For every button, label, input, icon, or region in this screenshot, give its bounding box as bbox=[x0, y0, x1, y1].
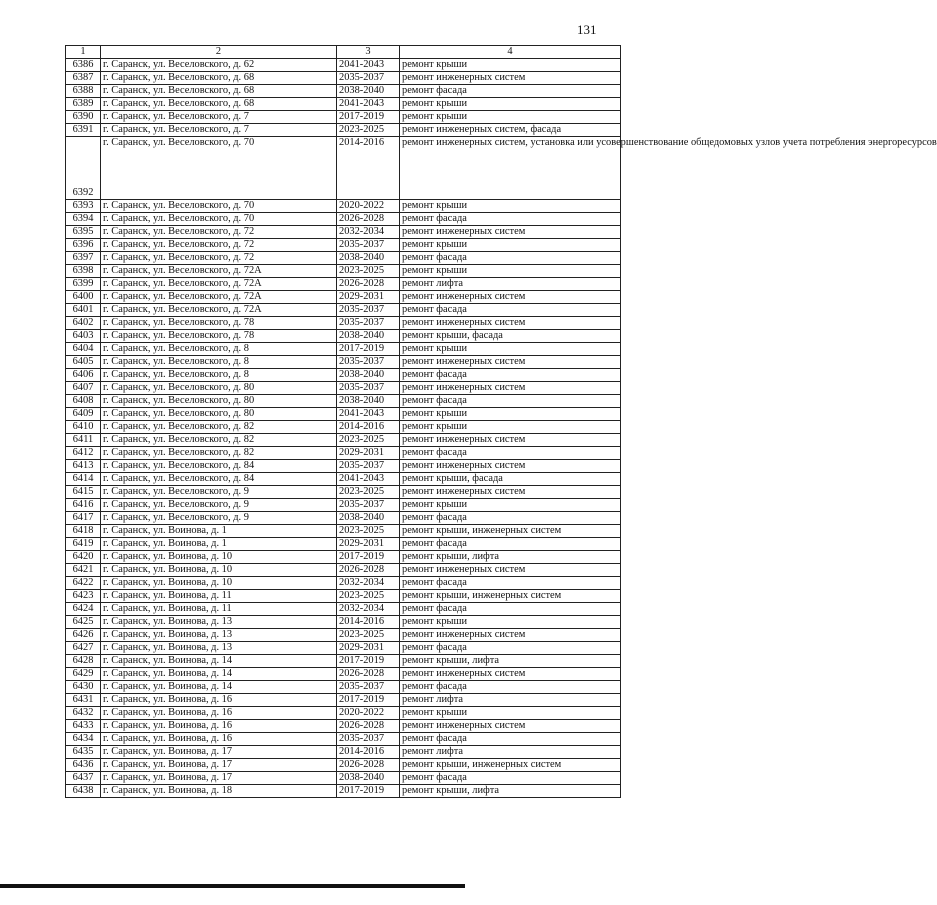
work-type-cell: ремонт инженерных систем, установка или усовершенствование общедомовых узлов учета потребления энергоресурсов bbox=[400, 137, 621, 200]
table-row bbox=[66, 642, 621, 655]
row-number-cell: 6416 bbox=[66, 499, 101, 512]
row-number-cell: 6421 bbox=[66, 564, 101, 577]
work-type-cell: ремонт фасада bbox=[400, 772, 621, 785]
table-row bbox=[66, 265, 621, 278]
row-number-cell: 6430 bbox=[66, 681, 101, 694]
table-row bbox=[66, 421, 621, 434]
address-cell: г. Саранск, ул. Воинова, д. 14 bbox=[101, 655, 337, 668]
address-cell: г. Саранск, ул. Веселовского, д. 7 bbox=[101, 124, 337, 137]
row-number-cell: 6411 bbox=[66, 434, 101, 447]
period-cell: 2032-2034 bbox=[337, 226, 400, 239]
work-type-cell: ремонт фасада bbox=[400, 369, 621, 382]
table-row bbox=[66, 447, 621, 460]
work-type-cell: ремонт инженерных систем bbox=[400, 382, 621, 395]
table-row bbox=[66, 629, 621, 642]
row-number-cell: 6386 bbox=[66, 59, 101, 72]
address-cell: г. Саранск, ул. Воинова, д. 13 bbox=[101, 629, 337, 642]
work-type-cell: ремонт инженерных систем bbox=[400, 72, 621, 85]
row-number-cell: 6401 bbox=[66, 304, 101, 317]
table-row bbox=[66, 590, 621, 603]
address-cell: г. Саранск, ул. Воинова, д. 13 bbox=[101, 642, 337, 655]
row-number-cell: 6420 bbox=[66, 551, 101, 564]
address-cell: г. Саранск, ул. Веселовского, д. 62 bbox=[101, 59, 337, 72]
period-cell: 2035-2037 bbox=[337, 460, 400, 473]
period-cell: 2035-2037 bbox=[337, 304, 400, 317]
address-cell: г. Саранск, ул. Воинова, д. 17 bbox=[101, 759, 337, 772]
table-row bbox=[66, 369, 621, 382]
table-row bbox=[66, 486, 621, 499]
address-cell: г. Саранск, ул. Воинова, д. 10 bbox=[101, 577, 337, 590]
table-row bbox=[66, 213, 621, 226]
work-type-cell: ремонт крыши bbox=[400, 98, 621, 111]
row-number-cell: 6394 bbox=[66, 213, 101, 226]
address-cell: г. Саранск, ул. Воинова, д. 1 bbox=[101, 525, 337, 538]
scan-edge-bar bbox=[0, 884, 465, 888]
address-cell: г. Саранск, ул. Воинова, д. 11 bbox=[101, 603, 337, 616]
table-row bbox=[66, 616, 621, 629]
period-cell: 2041-2043 bbox=[337, 473, 400, 486]
period-cell: 2035-2037 bbox=[337, 356, 400, 369]
address-cell: г. Саранск, ул. Веселовского, д. 9 bbox=[101, 486, 337, 499]
table-row bbox=[66, 759, 621, 772]
address-cell: г. Саранск, ул. Веселовского, д. 68 bbox=[101, 72, 337, 85]
work-type-cell: ремонт фасада bbox=[400, 304, 621, 317]
work-type-cell: ремонт крыши, лифта bbox=[400, 551, 621, 564]
row-number-cell: 6387 bbox=[66, 72, 101, 85]
address-cell: г. Саранск, ул. Веселовского, д. 72А bbox=[101, 265, 337, 278]
period-cell: 2032-2034 bbox=[337, 577, 400, 590]
address-cell: г. Саранск, ул. Веселовского, д. 9 bbox=[101, 499, 337, 512]
work-type-cell: ремонт инженерных систем bbox=[400, 564, 621, 577]
work-type-cell: ремонт инженерных систем, фасада bbox=[400, 124, 621, 137]
period-cell: 2035-2037 bbox=[337, 733, 400, 746]
period-cell: 2032-2034 bbox=[337, 603, 400, 616]
table-row bbox=[66, 707, 621, 720]
address-cell: г. Саранск, ул. Веселовского, д. 8 bbox=[101, 356, 337, 369]
row-number-cell: 6414 bbox=[66, 473, 101, 486]
row-number-cell: 6417 bbox=[66, 512, 101, 525]
work-type-cell: ремонт крыши bbox=[400, 421, 621, 434]
table-row bbox=[66, 226, 621, 239]
table-row bbox=[66, 72, 621, 85]
row-number-cell: 6426 bbox=[66, 629, 101, 642]
period-cell: 2014-2016 bbox=[337, 616, 400, 629]
row-number-cell: 6409 bbox=[66, 408, 101, 421]
table-row bbox=[66, 681, 621, 694]
address-cell: г. Саранск, ул. Веселовского, д. 7 bbox=[101, 111, 337, 124]
address-cell: г. Саранск, ул. Воинова, д. 14 bbox=[101, 668, 337, 681]
period-cell: 2038-2040 bbox=[337, 330, 400, 343]
table-row bbox=[66, 746, 621, 759]
address-cell: г. Саранск, ул. Веселовского, д. 80 bbox=[101, 382, 337, 395]
period-cell: 2014-2016 bbox=[337, 421, 400, 434]
address-cell: г. Саранск, ул. Воинова, д. 18 bbox=[101, 785, 337, 798]
period-cell: 2023-2025 bbox=[337, 434, 400, 447]
work-type-cell: ремонт крыши, фасада bbox=[400, 330, 621, 343]
address-cell: г. Саранск, ул. Веселовского, д. 72 bbox=[101, 226, 337, 239]
address-cell: г. Саранск, ул. Воинова, д. 16 bbox=[101, 720, 337, 733]
table-row bbox=[66, 85, 621, 98]
address-cell: г. Саранск, ул. Воинова, д. 17 bbox=[101, 746, 337, 759]
table-row bbox=[66, 512, 621, 525]
row-number-cell: 6424 bbox=[66, 603, 101, 616]
table-row bbox=[66, 356, 621, 369]
period-cell: 2026-2028 bbox=[337, 759, 400, 772]
work-type-cell: ремонт крыши, фасада bbox=[400, 473, 621, 486]
period-cell: 2023-2025 bbox=[337, 590, 400, 603]
table-row bbox=[66, 772, 621, 785]
row-number-cell: 6413 bbox=[66, 460, 101, 473]
address-cell: г. Саранск, ул. Веселовского, д. 72А bbox=[101, 304, 337, 317]
row-number-cell: 6389 bbox=[66, 98, 101, 111]
address-cell: г. Саранск, ул. Воинова, д. 16 bbox=[101, 733, 337, 746]
row-number-cell: 6400 bbox=[66, 291, 101, 304]
work-type-cell: ремонт крыши bbox=[400, 265, 621, 278]
row-number-cell: 6427 bbox=[66, 642, 101, 655]
column-header: 4 bbox=[400, 46, 621, 59]
address-cell: г. Саранск, ул. Веселовского, д. 84 bbox=[101, 473, 337, 486]
period-cell: 2035-2037 bbox=[337, 382, 400, 395]
work-type-cell: ремонт крыши, инженерных систем bbox=[400, 525, 621, 538]
address-cell: г. Саранск, ул. Веселовского, д. 82 bbox=[101, 447, 337, 460]
work-type-cell: ремонт инженерных систем bbox=[400, 356, 621, 369]
address-cell: г. Саранск, ул. Воинова, д. 14 bbox=[101, 681, 337, 694]
row-number-cell: 6435 bbox=[66, 746, 101, 759]
period-cell: 2026-2028 bbox=[337, 213, 400, 226]
table-row bbox=[66, 59, 621, 72]
work-type-cell: ремонт лифта bbox=[400, 278, 621, 291]
work-type-cell: ремонт крыши bbox=[400, 499, 621, 512]
table-row bbox=[66, 239, 621, 252]
address-cell: г. Саранск, ул. Веселовского, д. 8 bbox=[101, 343, 337, 356]
period-cell: 2017-2019 bbox=[337, 343, 400, 356]
work-type-cell: ремонт крыши bbox=[400, 200, 621, 213]
work-type-cell: ремонт инженерных систем bbox=[400, 668, 621, 681]
row-number-cell: 6415 bbox=[66, 486, 101, 499]
address-cell: г. Саранск, ул. Веселовского, д. 72А bbox=[101, 291, 337, 304]
work-type-cell: ремонт фасада bbox=[400, 252, 621, 265]
repair-schedule-table bbox=[65, 45, 937, 798]
period-cell: 2029-2031 bbox=[337, 642, 400, 655]
work-type-cell: ремонт крыши, инженерных систем bbox=[400, 590, 621, 603]
row-number-cell: 6438 bbox=[66, 785, 101, 798]
row-number-cell: 6431 bbox=[66, 694, 101, 707]
row-number-cell: 6410 bbox=[66, 421, 101, 434]
work-type-cell: ремонт крыши bbox=[400, 59, 621, 72]
work-type-cell: ремонт инженерных систем bbox=[400, 629, 621, 642]
period-cell: 2026-2028 bbox=[337, 668, 400, 681]
address-cell: г. Саранск, ул. Веселовского, д. 68 bbox=[101, 98, 337, 111]
table-row bbox=[66, 694, 621, 707]
work-type-cell: ремонт крыши bbox=[400, 239, 621, 252]
period-cell: 2020-2022 bbox=[337, 707, 400, 720]
page-number: 131 bbox=[577, 22, 597, 37]
period-cell: 2017-2019 bbox=[337, 111, 400, 124]
period-cell: 2014-2016 bbox=[337, 137, 400, 200]
row-number-cell: 6422 bbox=[66, 577, 101, 590]
table-row bbox=[66, 499, 621, 512]
address-cell: г. Саранск, ул. Воинова, д. 10 bbox=[101, 564, 337, 577]
row-number-cell: 6390 bbox=[66, 111, 101, 124]
work-type-cell: ремонт фасада bbox=[400, 733, 621, 746]
work-type-cell: ремонт фасада bbox=[400, 85, 621, 98]
row-number-cell: 6392 bbox=[66, 137, 101, 200]
period-cell: 2026-2028 bbox=[337, 564, 400, 577]
table-header-row bbox=[66, 46, 621, 59]
table-body bbox=[66, 59, 937, 798]
address-cell: г. Саранск, ул. Веселовского, д. 84 bbox=[101, 460, 337, 473]
period-cell: 2029-2031 bbox=[337, 447, 400, 460]
period-cell: 2038-2040 bbox=[337, 369, 400, 382]
table-row bbox=[66, 382, 621, 395]
row-number-cell: 6412 bbox=[66, 447, 101, 460]
address-cell: г. Саранск, ул. Веселовского, д. 68 bbox=[101, 85, 337, 98]
address-cell: г. Саранск, ул. Воинова, д. 13 bbox=[101, 616, 337, 629]
row-number-cell: 6398 bbox=[66, 265, 101, 278]
period-cell: 2029-2031 bbox=[337, 538, 400, 551]
period-cell: 2020-2022 bbox=[337, 200, 400, 213]
work-type-cell: ремонт фасада bbox=[400, 577, 621, 590]
row-number-cell: 6397 bbox=[66, 252, 101, 265]
work-type-cell: ремонт инженерных систем bbox=[400, 460, 621, 473]
work-type-cell: ремонт крыши bbox=[400, 111, 621, 124]
row-number-cell: 6419 bbox=[66, 538, 101, 551]
address-cell: г. Саранск, ул. Веселовского, д. 82 bbox=[101, 421, 337, 434]
table-row bbox=[66, 460, 621, 473]
period-cell: 2026-2028 bbox=[337, 278, 400, 291]
table-row bbox=[66, 564, 621, 577]
table-row bbox=[66, 395, 621, 408]
address-cell: г. Саранск, ул. Веселовского, д. 72 bbox=[101, 252, 337, 265]
address-cell: г. Саранск, ул. Воинова, д. 10 bbox=[101, 551, 337, 564]
row-number-cell: 6428 bbox=[66, 655, 101, 668]
period-cell: 2038-2040 bbox=[337, 772, 400, 785]
period-cell: 2017-2019 bbox=[337, 785, 400, 798]
period-cell: 2035-2037 bbox=[337, 72, 400, 85]
row-number-cell: 6402 bbox=[66, 317, 101, 330]
row-number-cell: 6393 bbox=[66, 200, 101, 213]
period-cell: 2035-2037 bbox=[337, 239, 400, 252]
period-cell: 2023-2025 bbox=[337, 525, 400, 538]
row-number-cell: 6405 bbox=[66, 356, 101, 369]
work-type-cell: ремонт инженерных систем bbox=[400, 434, 621, 447]
work-type-cell: ремонт крыши, лифта bbox=[400, 785, 621, 798]
address-cell: г. Саранск, ул. Воинова, д. 11 bbox=[101, 590, 337, 603]
table-row bbox=[66, 538, 621, 551]
table-row bbox=[66, 330, 621, 343]
work-type-cell: ремонт лифта bbox=[400, 694, 621, 707]
row-number-cell: 6437 bbox=[66, 772, 101, 785]
period-cell: 2029-2031 bbox=[337, 291, 400, 304]
address-cell: г. Саранск, ул. Веселовского, д. 70 bbox=[101, 137, 337, 200]
work-type-cell: ремонт крыши bbox=[400, 343, 621, 356]
row-number-cell: 6388 bbox=[66, 85, 101, 98]
work-type-cell: ремонт крыши bbox=[400, 707, 621, 720]
row-number-cell: 6433 bbox=[66, 720, 101, 733]
period-cell: 2041-2043 bbox=[337, 408, 400, 421]
work-type-cell: ремонт фасада bbox=[400, 395, 621, 408]
table-row bbox=[66, 124, 621, 137]
table-row bbox=[66, 473, 621, 486]
work-type-cell: ремонт крыши, инженерных систем bbox=[400, 759, 621, 772]
row-number-cell: 6418 bbox=[66, 525, 101, 538]
table-row bbox=[66, 137, 621, 200]
table-row bbox=[66, 291, 621, 304]
address-cell: г. Саранск, ул. Воинова, д. 17 bbox=[101, 772, 337, 785]
address-cell: г. Саранск, ул. Воинова, д. 16 bbox=[101, 707, 337, 720]
table-row bbox=[66, 252, 621, 265]
row-number-cell: 6399 bbox=[66, 278, 101, 291]
row-number-cell: 6404 bbox=[66, 343, 101, 356]
work-type-cell: ремонт крыши bbox=[400, 408, 621, 421]
address-cell: г. Саранск, ул. Веселовского, д. 70 bbox=[101, 200, 337, 213]
period-cell: 2023-2025 bbox=[337, 629, 400, 642]
work-type-cell: ремонт фасада bbox=[400, 538, 621, 551]
address-cell: г. Саранск, ул. Воинова, д. 1 bbox=[101, 538, 337, 551]
row-number-cell: 6391 bbox=[66, 124, 101, 137]
row-number-cell: 6432 bbox=[66, 707, 101, 720]
table-row bbox=[66, 785, 621, 798]
table-row bbox=[66, 98, 621, 111]
table-row bbox=[66, 408, 621, 421]
address-cell: г. Саранск, ул. Веселовского, д. 9 bbox=[101, 512, 337, 525]
row-number-cell: 6436 bbox=[66, 759, 101, 772]
period-cell: 2014-2016 bbox=[337, 746, 400, 759]
address-cell: г. Саранск, ул. Веселовского, д. 80 bbox=[101, 395, 337, 408]
address-cell: г. Саранск, ул. Веселовского, д. 72А bbox=[101, 278, 337, 291]
period-cell: 2038-2040 bbox=[337, 512, 400, 525]
table-row bbox=[66, 603, 621, 616]
period-cell: 2023-2025 bbox=[337, 486, 400, 499]
address-cell: г. Саранск, ул. Веселовского, д. 78 bbox=[101, 317, 337, 330]
table-row bbox=[66, 720, 621, 733]
table-row bbox=[66, 525, 621, 538]
column-header: 1 bbox=[66, 46, 101, 59]
column-header: 2 bbox=[101, 46, 337, 59]
table-row bbox=[66, 343, 621, 356]
period-cell: 2017-2019 bbox=[337, 551, 400, 564]
period-cell: 2038-2040 bbox=[337, 252, 400, 265]
period-cell: 2035-2037 bbox=[337, 317, 400, 330]
address-cell: г. Саранск, ул. Веселовского, д. 82 bbox=[101, 434, 337, 447]
row-number-cell: 6429 bbox=[66, 668, 101, 681]
period-cell: 2023-2025 bbox=[337, 124, 400, 137]
work-type-cell: ремонт фасада bbox=[400, 603, 621, 616]
table-row bbox=[66, 551, 621, 564]
table-row bbox=[66, 668, 621, 681]
table-row bbox=[66, 304, 621, 317]
row-number-cell: 6423 bbox=[66, 590, 101, 603]
row-number-cell: 6403 bbox=[66, 330, 101, 343]
work-type-cell: ремонт инженерных систем bbox=[400, 291, 621, 304]
work-type-cell: ремонт фасада bbox=[400, 681, 621, 694]
work-type-cell: ремонт крыши bbox=[400, 616, 621, 629]
period-cell: 2017-2019 bbox=[337, 694, 400, 707]
work-type-cell: ремонт инженерных систем bbox=[400, 226, 621, 239]
work-type-cell: ремонт фасада bbox=[400, 213, 621, 226]
period-cell: 2038-2040 bbox=[337, 85, 400, 98]
period-cell: 2035-2037 bbox=[337, 499, 400, 512]
row-number-cell: 6434 bbox=[66, 733, 101, 746]
address-cell: г. Саранск, ул. Воинова, д. 16 bbox=[101, 694, 337, 707]
work-type-cell: ремонт фасада bbox=[400, 642, 621, 655]
address-cell: г. Саранск, ул. Веселовского, д. 72 bbox=[101, 239, 337, 252]
table-row bbox=[66, 278, 621, 291]
address-cell: г. Саранск, ул. Веселовского, д. 80 bbox=[101, 408, 337, 421]
address-cell: г. Саранск, ул. Веселовского, д. 78 bbox=[101, 330, 337, 343]
table-row bbox=[66, 434, 621, 447]
row-number-cell: 6406 bbox=[66, 369, 101, 382]
work-type-cell: ремонт инженерных систем bbox=[400, 486, 621, 499]
row-number-cell: 6395 bbox=[66, 226, 101, 239]
work-type-cell: ремонт фасада bbox=[400, 447, 621, 460]
table-row bbox=[66, 733, 621, 746]
row-number-cell: 6396 bbox=[66, 239, 101, 252]
work-type-cell: ремонт лифта bbox=[400, 746, 621, 759]
period-cell: 2041-2043 bbox=[337, 98, 400, 111]
period-cell: 2041-2043 bbox=[337, 59, 400, 72]
table-row bbox=[66, 317, 621, 330]
work-type-cell: ремонт фасада bbox=[400, 512, 621, 525]
row-number-cell: 6425 bbox=[66, 616, 101, 629]
address-cell: г. Саранск, ул. Веселовского, д. 8 bbox=[101, 369, 337, 382]
period-cell: 2035-2037 bbox=[337, 681, 400, 694]
period-cell: 2026-2028 bbox=[337, 720, 400, 733]
table-row bbox=[66, 577, 621, 590]
period-cell: 2023-2025 bbox=[337, 265, 400, 278]
address-cell: г. Саранск, ул. Веселовского, д. 70 bbox=[101, 213, 337, 226]
table-row bbox=[66, 111, 621, 124]
work-type-cell: ремонт крыши, лифта bbox=[400, 655, 621, 668]
column-header: 3 bbox=[337, 46, 400, 59]
row-number-cell: 6408 bbox=[66, 395, 101, 408]
table-row bbox=[66, 200, 621, 213]
work-type-cell: ремонт инженерных систем bbox=[400, 720, 621, 733]
row-number-cell: 6407 bbox=[66, 382, 101, 395]
period-cell: 2038-2040 bbox=[337, 395, 400, 408]
period-cell: 2017-2019 bbox=[337, 655, 400, 668]
table-row bbox=[66, 655, 621, 668]
work-type-cell: ремонт инженерных систем bbox=[400, 317, 621, 330]
